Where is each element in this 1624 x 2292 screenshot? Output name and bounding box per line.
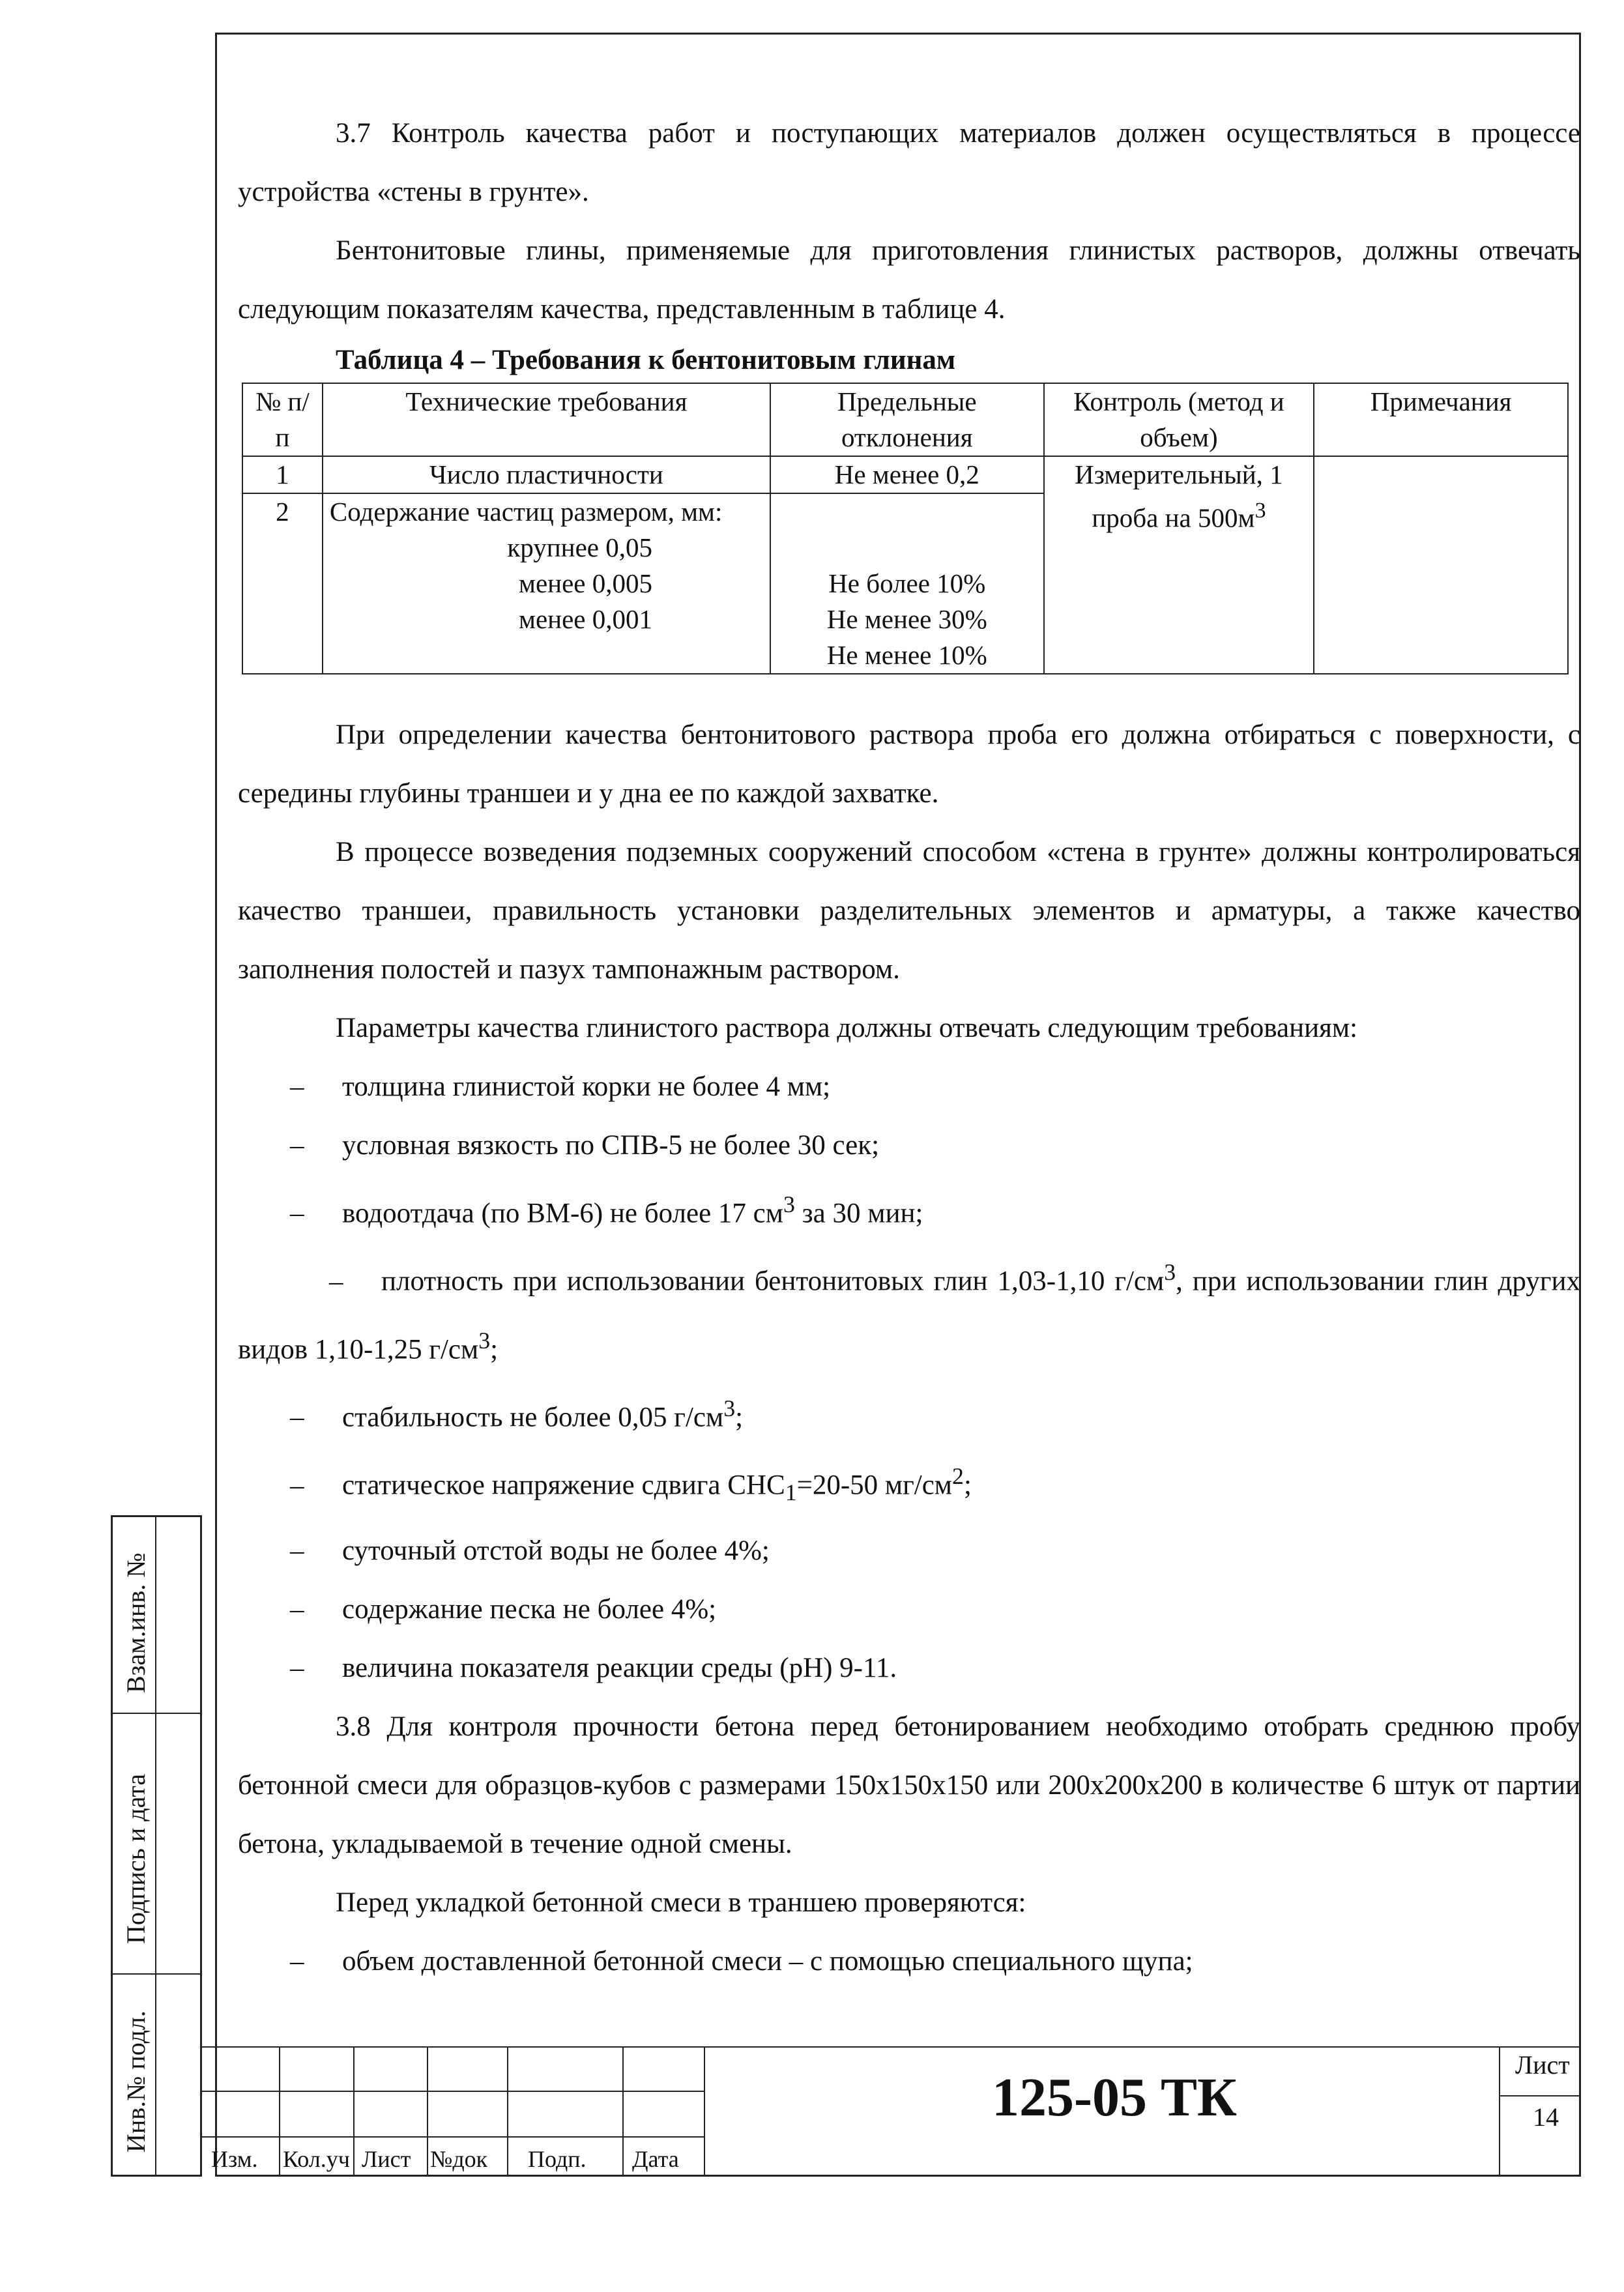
- list-item-text: толщина глинистой корки не более 4 мм;: [342, 1071, 831, 1102]
- list-item-text: величина показателя реакции среды (pH) 9-11.: [342, 1653, 897, 1684]
- row1-num: 1: [242, 456, 323, 493]
- paragraph-sampling: При определении качества бентонитового раствора проба его должна отбираться с поверхности, с середины глубины траншеи и у дна ее по каждой захватке.: [238, 719, 1580, 809]
- list-item: [238, 1116, 1580, 1175]
- list-item-text: , при использовании глин других видов 1,10-1,25 г/см: [238, 1266, 1580, 1365]
- document-body: [238, 104, 1580, 1991]
- dash-marker: –: [290, 1402, 304, 1433]
- list-item: [238, 1379, 1580, 1447]
- list-item-text: водоотдача (по ВМ-6) не более 17 см: [342, 1198, 783, 1229]
- list-item-text: статическое напряжение сдвига СНС: [342, 1470, 785, 1501]
- dash-marker: –: [290, 1071, 304, 1102]
- list-item-text: суточный отстой воды не более 4%;: [342, 1535, 770, 1567]
- list-item: [238, 1243, 1580, 1379]
- list-item: [238, 1522, 1580, 1580]
- superscript: 3: [723, 1395, 736, 1421]
- col-header-requirements: Технические требования: [323, 383, 770, 456]
- list-item-text: содержание песка не более 4%;: [342, 1594, 717, 1625]
- table-row: [242, 456, 1568, 493]
- list-item: [238, 1639, 1580, 1698]
- list-item-text: объем доставленной бетонной смеси – с помощью специального щупа;: [342, 1946, 1193, 1977]
- list-item-text: ;: [735, 1402, 744, 1433]
- side-stamp-divider: [113, 1713, 202, 1714]
- superscript: 3: [478, 1327, 491, 1354]
- sub-item-label: менее 0,005: [519, 568, 652, 598]
- replacement-inventory-label: Взам.инв. №: [121, 1552, 151, 1693]
- dash-marker: –: [290, 1470, 304, 1501]
- row2-requirement-title: Содержание частиц размером, мм:: [329, 497, 723, 527]
- row1-requirement: Число пластичности: [323, 456, 770, 493]
- control-text: Измерительный, 1 проба на 500м: [1075, 459, 1283, 533]
- table-header-row: [242, 383, 1568, 456]
- title-block-line: [202, 2046, 1581, 2048]
- original-inventory-label: Инв.№ подл.: [121, 2010, 151, 2153]
- sub-item-deviation: Не более 10%: [828, 568, 986, 598]
- table-caption: Таблица 4 – Требования к бентонитовым глинам: [336, 345, 956, 375]
- col-header-num: № п/п: [242, 383, 323, 456]
- signature-date-label: Подпись и дата: [121, 1773, 151, 1944]
- stamp-label-count: Кол.уч: [283, 2146, 350, 2172]
- paragraph-before-placing: Перед укладкой бетонной смеси в траншею проверяются:: [336, 1887, 1026, 1919]
- superscript: 3: [783, 1191, 795, 1217]
- stamp-label-sheet: Лист: [362, 2146, 411, 2172]
- sheet-label: Лист: [1515, 2050, 1570, 2080]
- list-item: [238, 1932, 1580, 1991]
- dash-marker: –: [290, 1198, 304, 1229]
- row2-deviations: [770, 493, 1044, 674]
- side-stamp: [111, 1515, 202, 2177]
- list-item: [238, 1580, 1580, 1639]
- row1-deviation: Не менее 0,2: [770, 456, 1044, 493]
- list-item-text: ;: [963, 1470, 972, 1501]
- title-block-line: [202, 2136, 704, 2138]
- superscript: 3: [1164, 1259, 1176, 1286]
- sheet-number: 14: [1533, 2102, 1559, 2132]
- list-item-text: условная вязкость по СПВ-5 не более 30 сек;: [342, 1130, 880, 1161]
- row2-num: 2: [242, 493, 323, 674]
- subscript: 1: [785, 1479, 797, 1506]
- paragraph-3-7: 3.7 Контроль качества работ и поступающих материалов должен осуществляться в процессе устройства «стены в грунте».: [238, 118, 1580, 207]
- title-block-line: [202, 2091, 704, 2092]
- title-block-line: [704, 2046, 705, 2177]
- stamp-label-doc-number: №док: [430, 2146, 488, 2172]
- col-header-deviations: Предельные отклонения: [770, 383, 1044, 456]
- list-item: [238, 1058, 1580, 1116]
- title-block-line: [279, 2046, 280, 2177]
- sub-item-deviation: Не менее 30%: [826, 604, 987, 634]
- requirements-table: [242, 383, 1569, 675]
- dash-marker: –: [290, 1653, 304, 1684]
- title-block-line: [507, 2046, 508, 2177]
- list-item: [238, 1447, 1580, 1522]
- stamp-label-date: Дата: [632, 2146, 679, 2172]
- title-block-line: [622, 2046, 624, 2177]
- dash-marker: –: [290, 1130, 304, 1161]
- paragraph-3-8: 3.8 Для контроля прочности бетона перед бетонированием необходимо отобрать среднюю пробу бетонной смеси для образцов-кубов с размерами 150х150х150 или 200х200х200 в количестве 6 штук от партии бетона, укладываемой в течение одной смены.: [238, 1711, 1580, 1860]
- dash-marker: –: [329, 1266, 343, 1297]
- dash-marker: –: [290, 1535, 304, 1567]
- row-notes: [1314, 456, 1568, 674]
- side-stamp-divider: [113, 1973, 202, 1975]
- paragraph-parameters: Параметры качества глинистого раствора должны отвечать следующим требованиям:: [336, 1013, 1358, 1043]
- col-header-notes: Примечания: [1314, 383, 1568, 456]
- list-item: [238, 1175, 1580, 1243]
- superscript: 2: [952, 1463, 964, 1490]
- list-item-text: за 30 мин;: [794, 1198, 923, 1229]
- row2-requirement: [323, 493, 770, 674]
- list-item-text: ;: [490, 1333, 499, 1365]
- title-block-line: [427, 2046, 428, 2177]
- paragraph-bentonite: Бентонитовые глины, применяемые для приготовления глинистых растворов, должны отвечать следующим показателям качества, представленным в таблице 4.: [238, 235, 1580, 325]
- list-item-text: =20-50 мг/см: [796, 1470, 953, 1501]
- paragraph-construction-control: В процессе возведения подземных сооружений способом «стена в грунте» должны контролироваться качество траншеи, правильность установки разделительных элементов и арматуры, а также качество заполнения полостей и пазух тампонажным раствором.: [238, 837, 1580, 985]
- sub-item-label: менее 0,001: [519, 604, 652, 634]
- list-item-text: плотность при использовании бентонитовых глин 1,03-1,10 г/см: [381, 1266, 1165, 1297]
- stamp-label-signature: Подп.: [528, 2146, 587, 2172]
- stamp-label-change: Изм.: [211, 2146, 258, 2172]
- row-control-method: [1044, 456, 1314, 674]
- list-item-text: стабильность не более 0,05 г/см: [342, 1402, 724, 1433]
- dash-marker: –: [290, 1594, 304, 1625]
- sub-item-label: крупнее 0,05: [507, 532, 652, 562]
- control-superscript: 3: [1254, 499, 1266, 523]
- document-code: 125-05 ТК: [992, 2067, 1237, 2128]
- dash-marker: –: [290, 1946, 304, 1977]
- sub-item-deviation: Не менее 10%: [826, 640, 987, 670]
- title-block-line: [353, 2046, 355, 2177]
- title-block-line: [1499, 2095, 1581, 2096]
- col-header-control: Контроль (метод и объем): [1044, 383, 1314, 456]
